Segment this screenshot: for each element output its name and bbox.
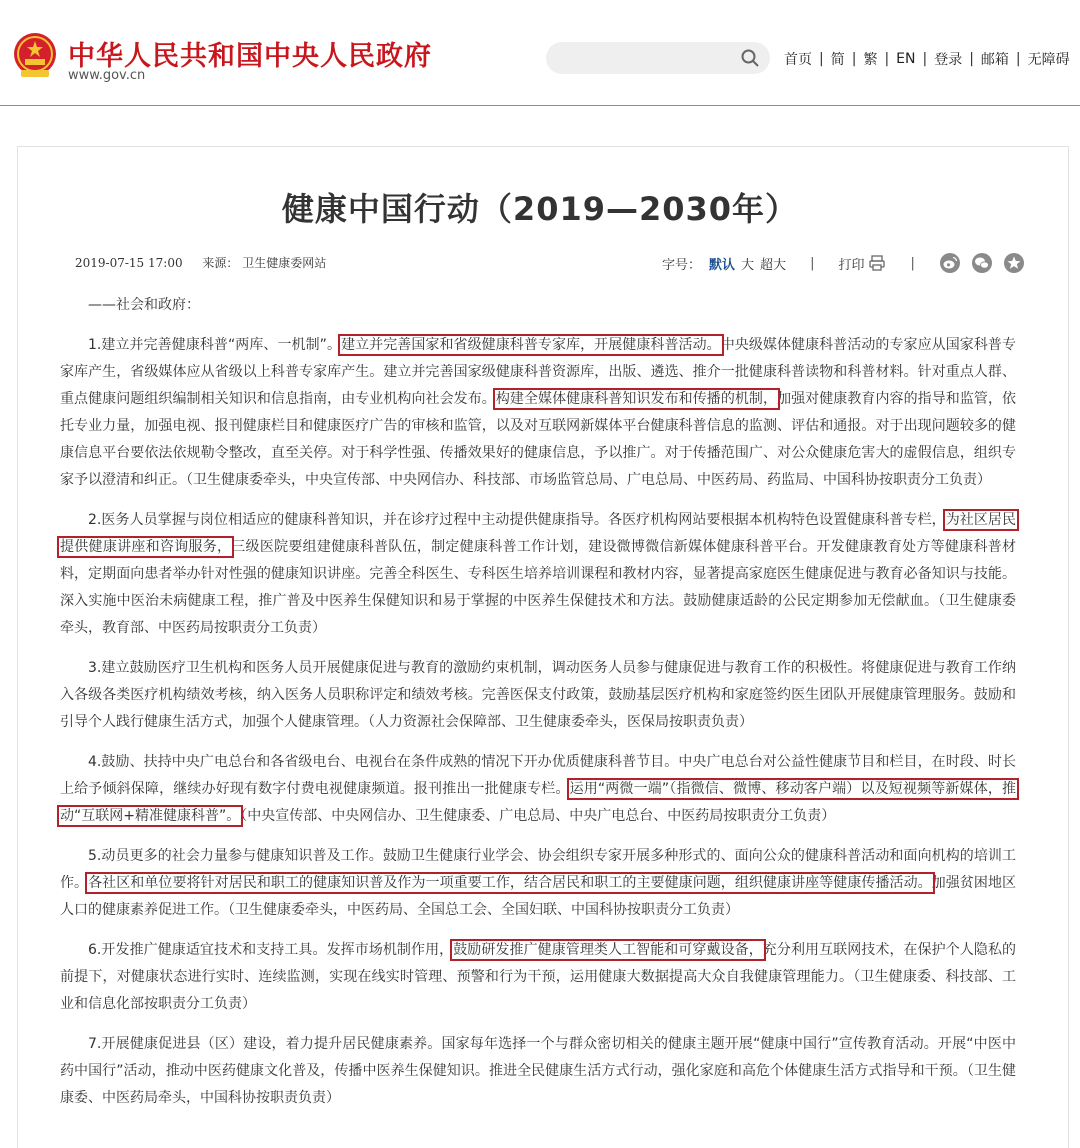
paragraph-text: （中央宣传部、中央网信办、卫生健康委、广电总局、中央广电总台、中医药局按职责分工负责） [240, 808, 836, 824]
nav-mail[interactable]: 邮箱 [980, 52, 1009, 68]
font-size-default[interactable]: 默认 [709, 257, 736, 273]
paragraph-4 [60, 749, 1016, 830]
site-header [0, 0, 1080, 106]
source-label: 来源： [202, 256, 239, 270]
nav-separator: | [969, 51, 974, 67]
nav-login[interactable]: 登录 [934, 52, 963, 68]
paragraph-text: 5.动员更多的社会力量参与健康知识普及工作。鼓励卫生健康行业学会、协会组织专家开展多种形式的、面向公众的健康科普活动和面向机构的培训工作。 [60, 848, 1016, 891]
wechat-share-icon[interactable] [971, 252, 993, 274]
paragraph-1 [60, 332, 1016, 494]
favorite-star-icon[interactable] [1003, 252, 1025, 274]
highlighted-text: 运用“两微一端”（指微信、微博、移动客户端）以及短视频等新媒体，推动“互联网+精准健康科普”。 [60, 781, 1017, 824]
weibo-share-icon[interactable] [939, 252, 961, 274]
paragraph-5 [60, 843, 1016, 924]
paragraph-3 [60, 655, 1016, 736]
paragraph-text: 4.鼓励、扶持中央广电总台和各省级电台、电视台在条件成熟的情况下开办优质健康科普节目。中央广电总台对公益性健康节目和栏目，在时段、时长上给予倾斜保障，继续办好现有数字付费电视健康频道。报刊推出一批健康专栏。 [60, 754, 1016, 797]
nav-separator: | [819, 51, 824, 67]
print-label[interactable]: 打印 [838, 257, 865, 273]
nav-separator: | [1015, 51, 1021, 67]
tools-separator: | [910, 255, 915, 271]
tools-separator: | [810, 255, 815, 271]
highlighted-text: 构建全媒体健康科普知识发布和传播的机制， [495, 391, 778, 407]
highlighted-text: 为社区居民提供健康讲座和咨询服务， [60, 512, 1017, 555]
paragraph-text: 充分利用互联网技术，在保护个人隐私的前提下，对健康状态进行实时、连续监测，实现在线实时管理、预警和行为干预，运用健康大数据提高大众自我健康管理能力。（卫生健康委、科技部、工业和信息化部按职责分工负责） [60, 942, 1017, 1012]
highlighted-text: 鼓励研发推广健康管理类人工智能和可穿戴设备， [453, 942, 763, 958]
nav-home[interactable]: 首页 [784, 52, 812, 68]
section-title: ——社会和政府： [88, 297, 200, 313]
font-size-label: 字号： [662, 257, 702, 273]
paragraph-text: 7.开展健康促进县（区）建设，着力提升居民健康素养。国家每年选择一个与群众密切相关的健康主题开展“健康中国行”宣传教育活动。开展“中医中药中国行”活动，推动中医药健康文化普及，传播中医养生保健知识。推进全民健康生活方式行动，强化家庭和高危个体健康生活方式指导和干预。（卫生健康委、中医药局牵头，中国科协按职责负责） [60, 1036, 1016, 1106]
font-size-xlarge[interactable]: 超大 [760, 257, 787, 273]
nav-simplified[interactable]: 简 [830, 52, 845, 68]
publish-date: 2019-07-15 17:00 [75, 256, 183, 270]
highlighted-text: 各社区和单位要将针对居民和职工的健康知识普及作为一项重要工作，结合居民和职工的主要健康问题，组织健康讲座等健康传播活动。 [88, 875, 932, 891]
print-icon[interactable] [868, 254, 886, 272]
nav-english[interactable]: EN [896, 51, 916, 67]
nav-separator: | [884, 51, 890, 67]
paragraph-text: 加强贫困地区人口的健康素养促进工作。（卫生健康委牵头，中医药局、全国总工会、全国妇联、中国科协按职责分工负责） [60, 875, 1017, 918]
paragraph-text: 三级医院要组建健康科普队伍，制定健康科普工作计划，建设微博微信新媒体健康科普平台。开发健康教育处方等健康科普材料，定期面向患者举办针对性强的健康知识讲座。完善全科医生、专科医生培养培训课程和教材内容，显著提高家庭医生健康促进与教育必备知识与技能。深入实施中医治未病健康工程，推广普及中医养生保健知识和易于掌握的中医养生保健技术和方法。鼓励健康适龄的公民定期参加无偿献血。（卫生健康委牵头，教育部、中医药局按职责分工负责） [60, 539, 1017, 636]
paragraph-text: 3.建立鼓励医疗卫生机构和医务人员开展健康促进与教育的激励约束机制，调动医务人员参与健康促进与教育工作的积极性。将健康促进与教育工作纳入各级各类医疗机构绩效考核，纳入医务人员职称评定和绩效考核。完善医保支付政策，鼓励基层医疗机构和家庭签约医生团队开展健康管理服务。鼓励和引导个人践行健康生活方式，加强个人健康管理。（人力资源社会保障部、卫生健康委牵头，医保局按职责负责） [60, 660, 1016, 730]
article-tools [662, 252, 1025, 274]
site-name[interactable]: 中华人民共和国中央人民政府 [68, 41, 432, 72]
paragraph-text: 2.医务人员掌握与岗位相适应的健康科普知识，并在诊疗过程中主动提供健康指导。各医疗机构网站要根据本机构特色设置健康科普专栏， [88, 512, 946, 528]
search-input[interactable] [560, 48, 730, 68]
nav-separator: | [851, 51, 857, 67]
source-name: 卫生健康委网站 [242, 256, 327, 270]
top-nav [784, 49, 1070, 69]
paragraph-text: 6.开发推广健康适宜技术和支持工具。发挥市场机制作用， [88, 942, 454, 958]
page-title: 健康中国行动（2019—2030年） [281, 190, 799, 228]
paragraph-text: 中央级媒体健康科普活动的专家应从国家科普专家库产生，省级媒体应从省级以上科普专家库产生。建立并完善国家级健康科普资源库，出版、遴选、推介一批健康科普读物和科普材料。针对重点人群、重点健康问题组织编制相关知识和信息指南，由专业机构向社会发布。 [60, 337, 1016, 407]
paragraph-2 [60, 507, 1016, 642]
article-meta [75, 254, 326, 271]
search-icon[interactable] [740, 48, 760, 68]
site-url[interactable]: www.gov.cn [68, 68, 146, 83]
nav-accessibility[interactable]: 无障碍 [1027, 52, 1070, 68]
highlighted-text: 建立并完善国家和省级健康科普专家库，开展健康科普活动。 [341, 337, 721, 353]
paragraph-6 [60, 937, 1016, 1018]
paragraph-text: 1.建立并完善健康科普“两库、一机制”。 [88, 337, 342, 353]
paragraph-7 [60, 1031, 1016, 1112]
nav-separator: | [922, 51, 928, 67]
article-body [60, 292, 1016, 1112]
nav-traditional[interactable]: 繁 [863, 52, 878, 68]
font-size-large[interactable]: 大 [741, 257, 755, 273]
national-emblem-icon[interactable] [12, 32, 58, 80]
search-box [546, 42, 770, 74]
paragraph-text: 加强对健康教育内容的指导和监管，依托专业力量，加强电视、报刊健康栏目和健康医疗广告的审核和监管，以及对互联网新媒体平台健康科普信息的监测、评估和通报。对于出现问题较多的健康信息平台要依法依规勒令整改，直至关停。对于科学性强、传播效果好的健康信息，予以推广。对于传播范围广、对公众健康危害大的虚假信息，组织专家予以澄清和纠正。（卫生健康委牵头，中央宣传部、中央网信办、科技部、市场监管总局、广电总局、中医药局、药监局、中国科协按职责分工负责） [60, 391, 1017, 488]
